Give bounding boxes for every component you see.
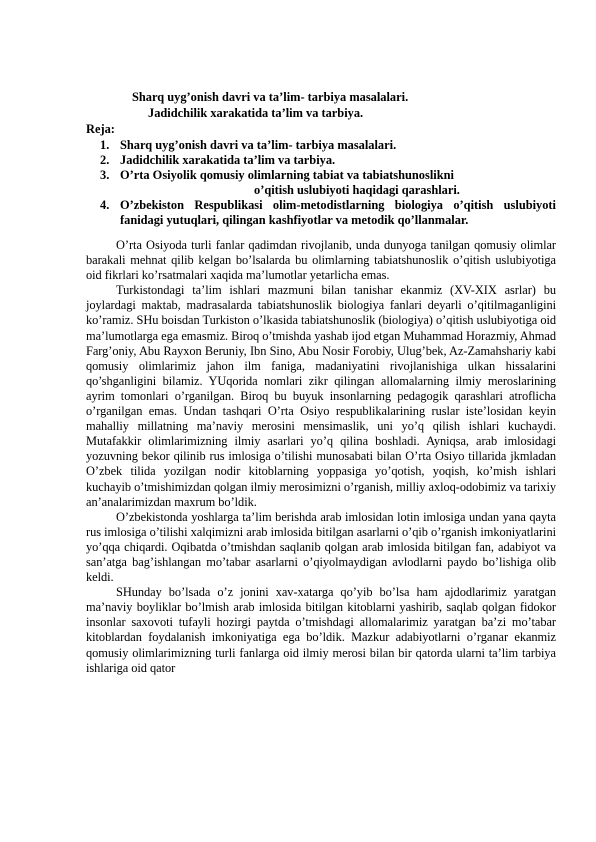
plan-item-text: O’zbekiston Respublikasi olim-metodistlarning biologiya o’qitish uslubiyoti fanidagi yutuqlari, qilingan kashfiyotlar va metodik qo’llanmalar. [120, 198, 556, 228]
plan-item [94, 198, 556, 228]
body-text [86, 238, 556, 676]
plan-item-number: 1. [100, 138, 110, 152]
paragraph: SHunday bo’lsada o’z jonini xav-xatarga qo’yib bo’lsa ham ajdodlarimiz yaratgan ma’naviy boyliklar bo’lmish arab imlosida bitilgan kitoblarni yashirib, saqlab qolgan fidokor insonlar saxovoti tufayli hozirgi paytda o’tmishdagi allomalarimiz yaratgan ba’zi mo’tabar kitoblardan foydalanish imkoniyatiga ega bo’ldik. Mazkur adabiyotlarni o’rganar ekanmiz qomusiy olimlarimizning turli fanlarga oid ilmiy merosi bilan bir qatorda ularni ta’lim tarbiya ishlariga oid qator [86, 585, 556, 675]
paragraph: O’zbekistonda yoshlarga ta’lim berishda arab imlosidan lotin imlosiga undan yana qayta rus imlosiga o’tilishi xalqimizni arab imlosida bitilgan asarlarni o’qib o’rganish imkoniyatlarini yo’qqa chiqardi. Oqibatda o’tmishdan saqlanib qolgan arab imlosida bitilgan fan, adabiyot va san’atga bag’ishlangan mo’tabar asarlarni o’qiyolmaydigan avlodlarni paydo bo’lishiga olib keldi. [86, 509, 556, 585]
plan-list [94, 138, 556, 229]
plan-item [94, 138, 556, 153]
plan-label: Reja: [86, 122, 115, 136]
plan-item-number: 3. [100, 168, 110, 183]
paragraph: Turkistondagi ta’lim ishlari mazmuni bilan tanishar ekanmiz (XV-XIX asrlar) bu joylardagi maktab, madrasalarda tabiatshunoslik biologiya fanlari deyarli o’qitilmaganligini ko’ramiz. SHu boisdan Turkiston o’lkasida tabiatshunoslik (biologiya) o’qitish uslubiyotiga oid ma’lumotlarga ega emasmiz. Biroq o’tmishda yashab ijod etgan Muhammad Horazmiy, Ahmad Farg’oniy, Abu Rayxon Beruniy, Ibn Sino, Abu Nosir Forobiy, Ulug’bek, Az-Zamahshariy kabi qomusiy olimlarimiz jahon ilm faniga, madaniyatini rivojlanishiga ulkan hissalarini qo’shganligini bilamiz. YUqorida nomlari zikr qilingan allomalarning ilmiy meroslarining ayrim tomonlari o’rganilgan. Biroq bu buyuk insonlarning pedagogik qarashlari atroflicha o’rganilgan emas. Undan tashqari O’rta Osiyo respublikalarining ruslar iste’losidan keyin mahalliy millatning ma’naviy merosini mensimaslik, uni yo’q qilish ishlari kuchaydi. Mutafakkir olimlarimizning ilmiy asarlari yo’q qilina boshladi. Ayniqsa, arab imlosidagi yozuvning bekor qilinib rus imlosiga o’tilishi munosabati bilan O’rta Osiyo tillarida jkmladan O’zbek tilida yozilgan nodir kitoblarning yoppasiga yo’qotish, yoqish, ko’mish ishlari kuchayib o’tmishimizdan qolgan ilmiy merosimizni o’rganish, milliy axloq-odobimiz va tarixiy an’analarimizdan maxrum bo’ldik. [86, 283, 556, 509]
document-title: Sharq uyg’onish davri va ta’lim- tarbiya masalalari. [132, 90, 409, 104]
document-subtitle: Jadidchilik xarakatida ta’lim va tarbiya. [148, 106, 364, 120]
plan-item-continuation: o’qitish uslubiyoti haqidagi qarashlari. [254, 183, 460, 198]
paragraph: O’rta Osiyoda turli fanlar qadimdan rivojlanib, unda dunyoga tanilgan qomusiy olimlar barakali mehnat qilib kelgan bo’lsalarda bu olimlarning tabiatshunoslik o’qitish uslubiyotiga oid fikrlari ko’rsatmalari xaqida ma’lumotlar yetarlicha emas. [86, 238, 556, 283]
plan-item-text: Sharq uyg’onish davri va ta’lim- tarbiya masalalari. [120, 138, 397, 152]
plan-item-number: 2. [100, 153, 110, 168]
plan-item-number: 4. [100, 198, 110, 213]
plan-item-text: Jadidchilik xarakatida ta’lim va tarbiya. [120, 153, 336, 168]
plan-item [94, 168, 556, 198]
plan-item [94, 153, 556, 168]
plan-item-text: O’rta Osiyolik qomusiy olimlarning tabiat va tabiatshunoslikni [120, 168, 454, 183]
